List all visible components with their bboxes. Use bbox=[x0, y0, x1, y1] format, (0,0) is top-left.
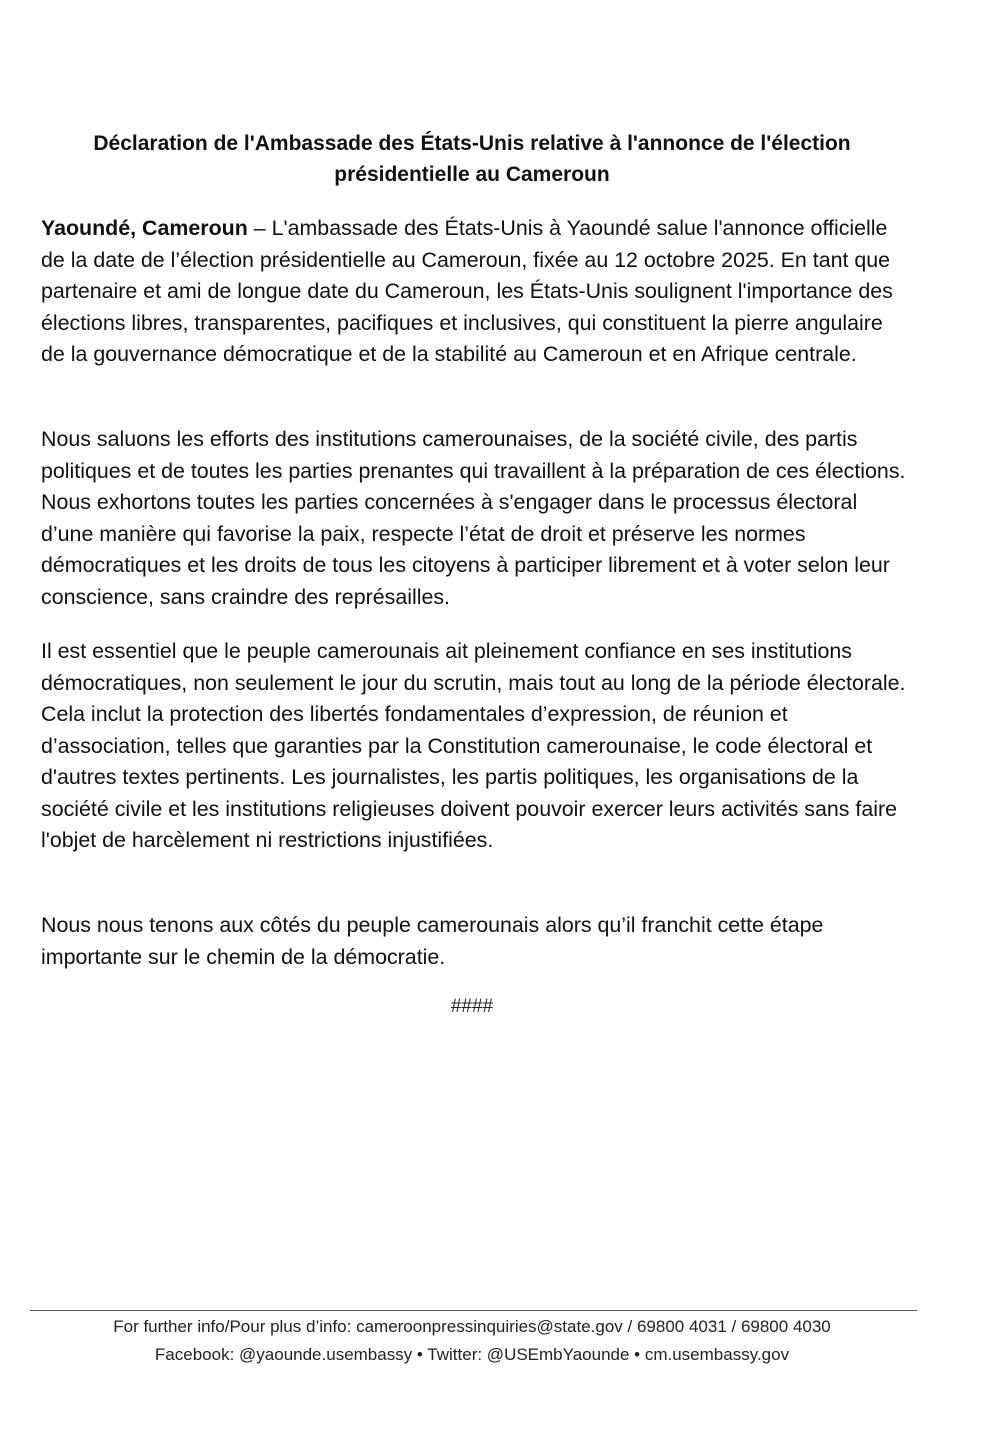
dateline: Yaoundé, Cameroun bbox=[41, 216, 248, 240]
footer-social-line: Facebook: @yaounde.usembassy • Twitter: @USEmbYaounde • cm.usembassy.gov bbox=[154, 1345, 790, 1364]
paragraph-1 bbox=[41, 213, 911, 371]
footer-divider bbox=[30, 1310, 917, 1311]
paragraph-2: Nous saluons les efforts des institutions camerounaises, de la société civile, des partis politiques et de toutes les parties prenantes qui travaillent à la préparation de ces élections. Nous exhortons toutes les parties concernées à s'engager dans le processus électoral d’une manière qui favorise la paix, respecte l’état de droit et préserve les normes démocratiques et les droits de tous les citoyens à participer librement et à voter selon leur conscience, sans craindre des représailles. bbox=[41, 427, 906, 609]
paragraph-3: Il est essentiel que le peuple camerounais ait pleinement confiance en ses institutions démocratiques, non seulement le jour du scrutin, mais tout au long de la période électorale. Cela inclut la protection des libertés fondamentales d’expression, de réunion et d’association, telles que garanties par la Constitution camerounaise, le code électoral et d'autres textes pertinents. Les journalistes, les partis politiques, les organisations de la société civile et les institutions religieuses doivent pouvoir exercer leurs activités sans faire l'objet de harcèlement ni restrictions injustifiées. bbox=[41, 639, 906, 852]
paragraph-1-text: – L'ambassade des États-Unis à Yaoundé salue l'annonce officielle de la date de l’élection présidentielle au Cameroun, fixée au 12 octobre 2025. En tant que partenaire et ami de longue date du Cameroun, les États-Unis soulignent l'importance des élections libres, transparentes, pacifiques et inclusives, qui constituent la pierre angulaire de la gouvernance démocratique et de la stabilité au Cameroun et en Afrique centrale. bbox=[41, 216, 893, 366]
footer-contact-line: For further info/Pour plus d’info: cameroonpressinquiries@state.gov / 69800 4031 / 69800 4030 bbox=[113, 1317, 831, 1336]
document-title: Déclaration de l'Ambassade des États-Unis relative à l'annonce de l'élection présidentielle au Cameroun bbox=[93, 132, 851, 186]
end-mark: #### bbox=[450, 996, 494, 1017]
paragraph-4: Nous nous tenons aux côtés du peuple camerounais alors qu’il franchit cette étape importante sur le chemin de la démocratie. bbox=[41, 913, 824, 969]
